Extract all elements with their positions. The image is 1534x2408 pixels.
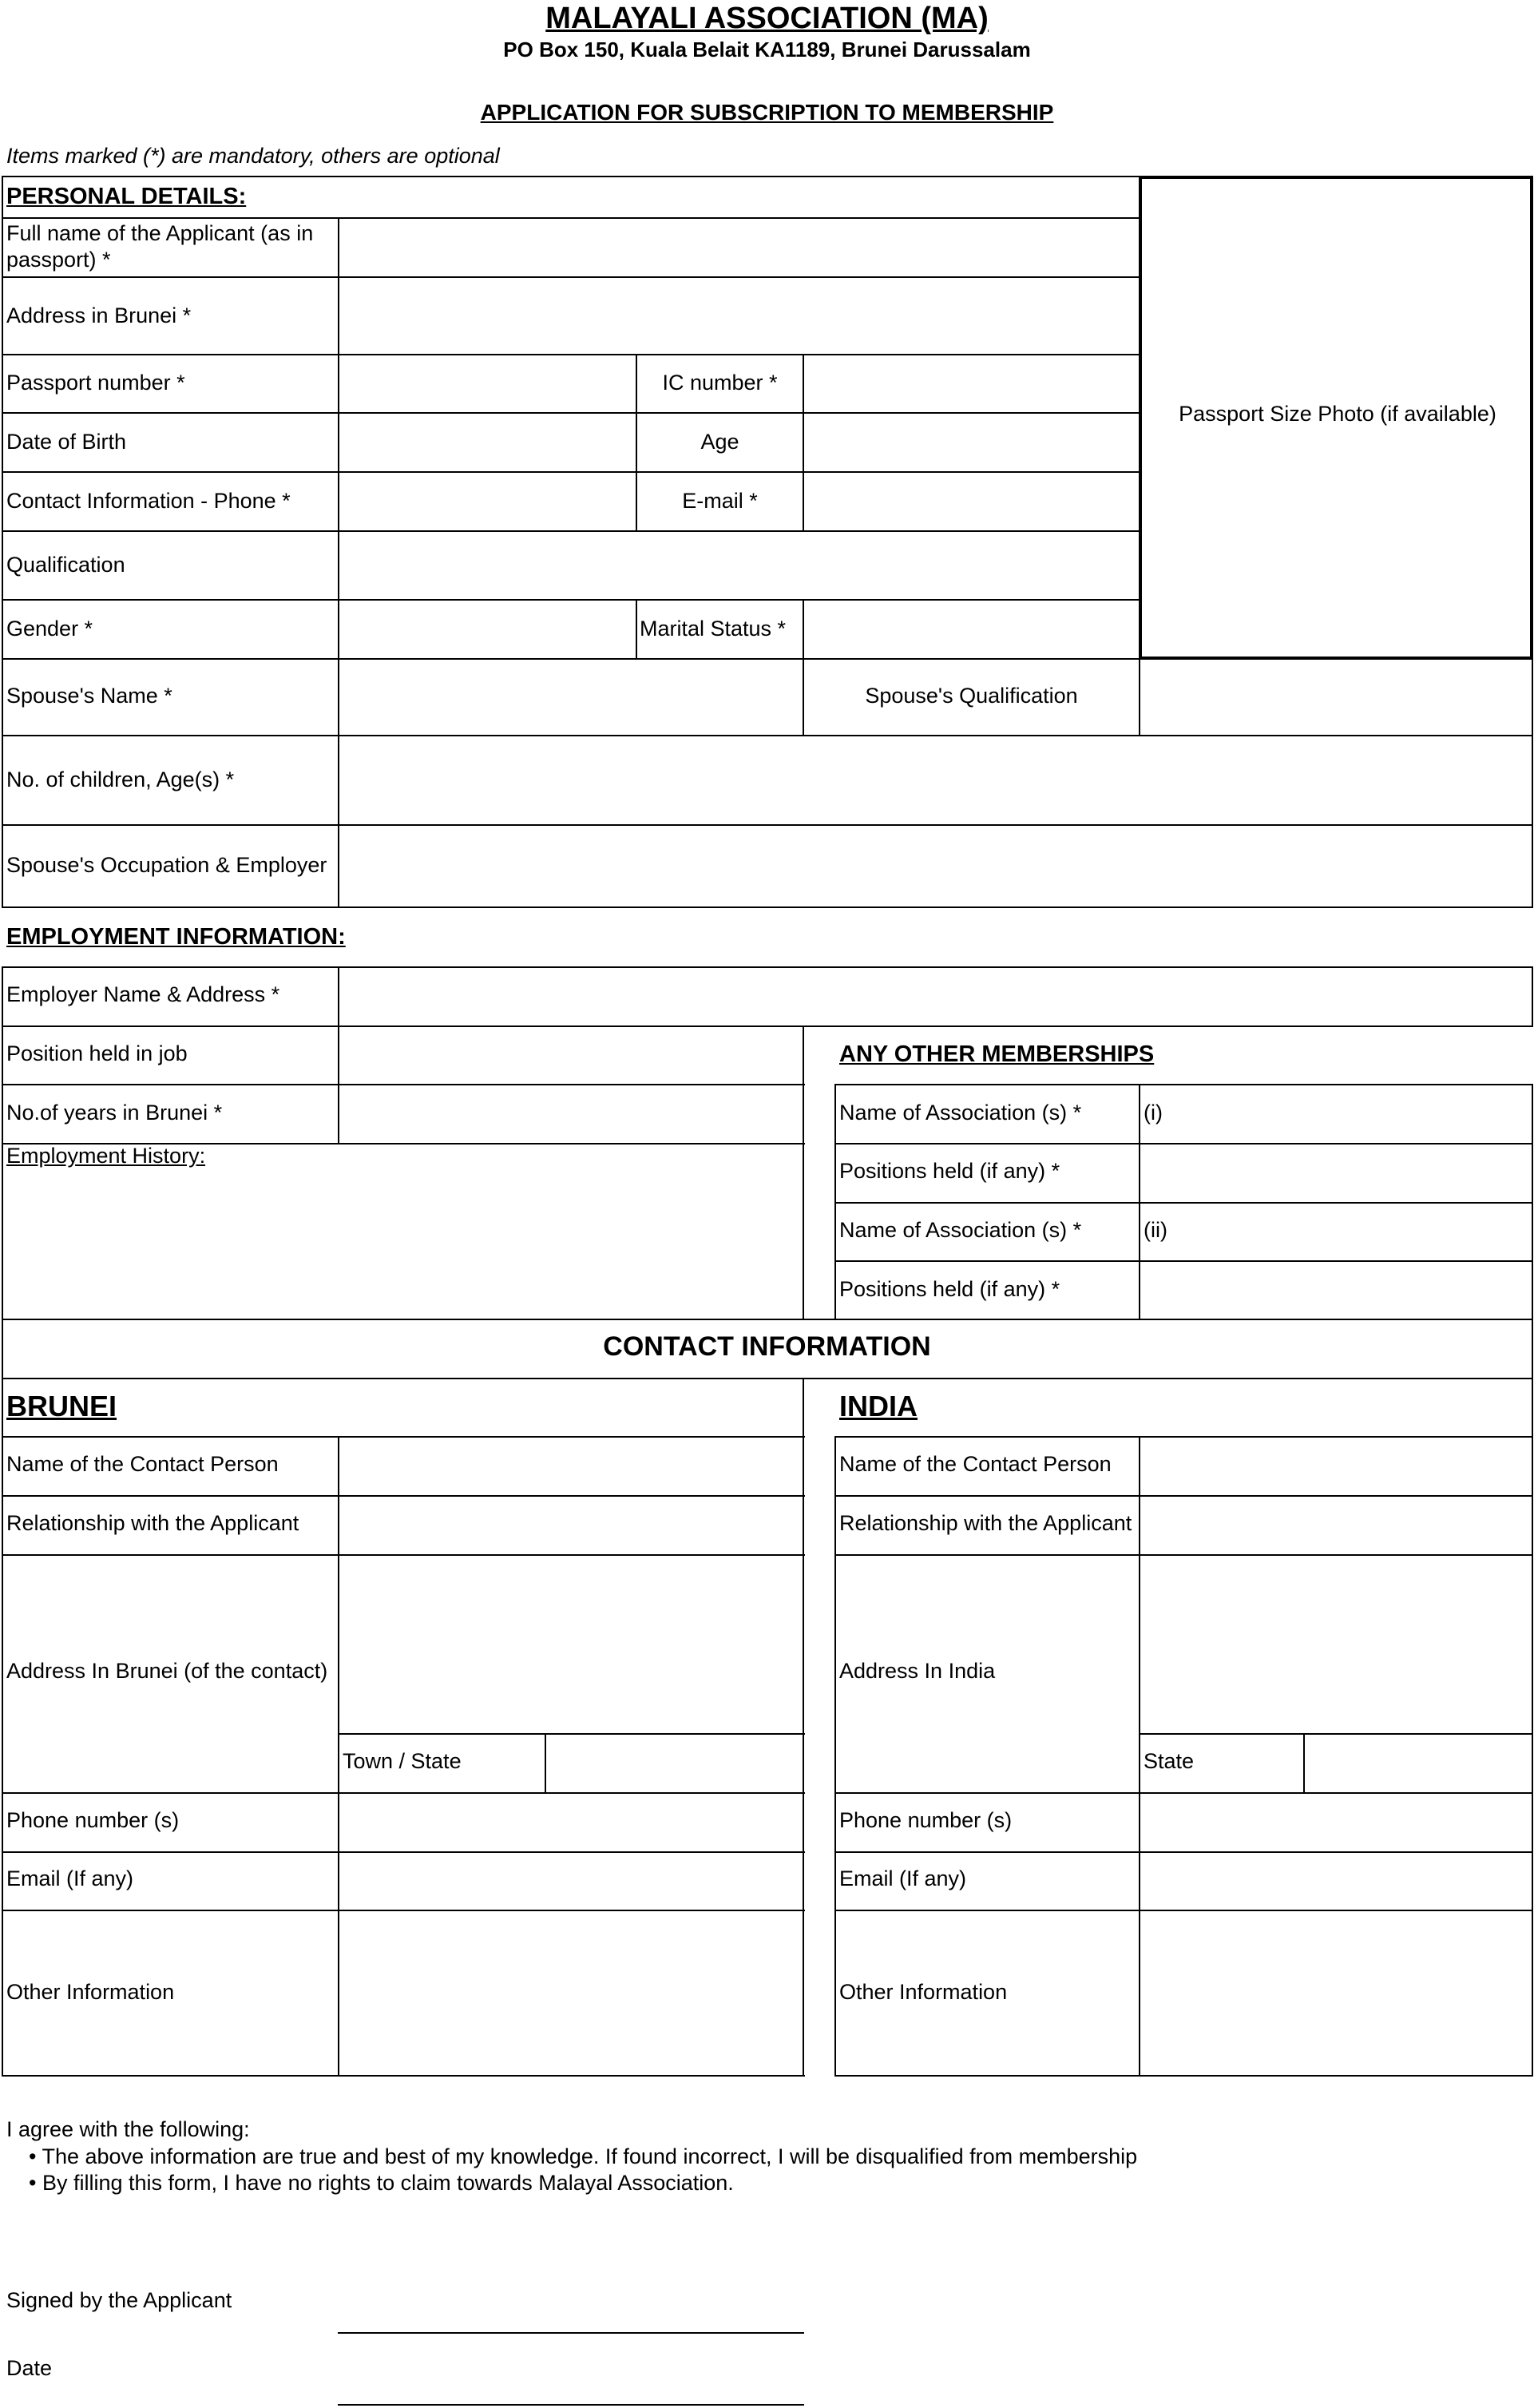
gender-field[interactable]: [339, 601, 634, 657]
years-field[interactable]: [339, 1085, 801, 1141]
positions-1-label: Positions held (if any) *: [839, 1159, 1060, 1183]
passport-number-field[interactable]: [339, 355, 634, 411]
email-label: E-mail *: [682, 489, 758, 513]
association-2-value: (ii): [1144, 1218, 1167, 1242]
india-other-label: Other Information: [839, 1980, 1008, 2004]
position-label: Position held in job: [6, 1041, 188, 1065]
india-contact-name-field[interactable]: [1140, 1438, 1530, 1494]
positions-2-label: Positions held (if any) *: [839, 1277, 1060, 1301]
association-2-field[interactable]: [1140, 1204, 1530, 1259]
brunei-email-field[interactable]: [339, 1853, 801, 1908]
qualification-field[interactable]: [339, 532, 1138, 597]
signed-by-label: Signed by the Applicant: [6, 2288, 232, 2312]
marital-status-label: Marital Status *: [640, 617, 787, 641]
brunei-heading: BRUNEI: [6, 1390, 117, 1422]
date-line: [338, 2404, 804, 2406]
india-relationship-label: Relationship with the Applicant: [839, 1511, 1132, 1535]
employment-history-field[interactable]: [3, 1171, 801, 1317]
position-field[interactable]: [339, 1027, 801, 1082]
brunei-email-label: Email (If any): [6, 1866, 134, 1890]
age-field[interactable]: [804, 414, 1137, 470]
agreement-intro: I agree with the following:: [6, 2117, 250, 2141]
brunei-town-label: Town / State: [343, 1749, 462, 1773]
ic-number-label: IC number *: [662, 371, 778, 395]
association-1-value: (i): [1144, 1101, 1163, 1125]
full-name-field[interactable]: [339, 219, 1138, 275]
india-contact-name-label: Name of the Contact Person: [839, 1452, 1112, 1476]
india-address-field[interactable]: [1140, 1556, 1530, 1732]
org-title: MALAYALI ASSOCIATION (MA): [545, 2, 989, 35]
spouse-occupation-label: Spouse's Occupation & Employer: [6, 853, 327, 877]
dob-field[interactable]: [339, 414, 634, 470]
india-heading: INDIA: [839, 1390, 918, 1422]
ic-number-field[interactable]: [804, 355, 1137, 411]
address-label: Address in Brunei *: [6, 303, 192, 327]
full-name-label-cont: passport) *: [6, 248, 111, 272]
brunei-relationship-label: Relationship with the Applicant: [6, 1511, 299, 1535]
india-state-label: State: [1144, 1749, 1195, 1773]
email-field[interactable]: [804, 473, 1137, 529]
india-phone-label: Phone number (s): [839, 1808, 1013, 1832]
children-field[interactable]: [339, 736, 1530, 823]
gender-label: Gender *: [6, 617, 93, 641]
association-1-label: Name of Association (s) *: [839, 1101, 1082, 1125]
marital-status-field[interactable]: [804, 601, 1137, 657]
india-address-label: Address In India: [839, 1659, 996, 1683]
age-label: Age: [700, 430, 739, 454]
india-phone-field[interactable]: [1140, 1794, 1530, 1850]
date-label: Date: [6, 2356, 53, 2380]
brunei-contact-name-field[interactable]: [339, 1438, 801, 1494]
association-2-label: Name of Association (s) *: [839, 1218, 1082, 1242]
india-email-label: Email (If any): [839, 1866, 967, 1890]
dob-label: Date of Birth: [6, 430, 127, 454]
spouse-name-field[interactable]: [339, 660, 801, 733]
address-field[interactable]: [339, 278, 1138, 352]
brunei-other-label: Other Information: [6, 1980, 175, 2004]
full-name-label: Full name of the Applicant (as in: [6, 221, 314, 245]
employer-field[interactable]: [339, 968, 1530, 1024]
org-address: PO Box 150, Kuala Belait KA1189, Brunei Darussalam: [503, 38, 1031, 61]
brunei-phone-label: Phone number (s): [6, 1808, 180, 1832]
agreement-item: • The above information are true and best of my knowledge. If found incorrect, I will be disqualified from membership: [29, 2144, 1138, 2168]
brunei-town-field[interactable]: [546, 1735, 801, 1791]
employment-heading: EMPLOYMENT INFORMATION:: [6, 924, 346, 950]
brunei-phone-field[interactable]: [339, 1794, 801, 1850]
passport-photo-label: Passport Size Photo (if available): [1179, 402, 1496, 426]
spouse-qualification-label: Spouse's Qualification: [865, 684, 1078, 708]
india-relationship-field[interactable]: [1140, 1497, 1530, 1553]
passport-number-label: Passport number *: [6, 371, 185, 395]
spouse-occupation-field[interactable]: [339, 826, 1530, 905]
qualification-label: Qualification: [6, 553, 125, 577]
brunei-address-field[interactable]: [339, 1556, 801, 1732]
contact-heading: CONTACT INFORMATION: [603, 1331, 931, 1362]
memberships-heading: ANY OTHER MEMBERSHIPS: [839, 1041, 1155, 1067]
agreement-item: • By filling this form, I have no rights to claim towards Malayal Association.: [29, 2171, 734, 2195]
children-label: No. of children, Age(s) *: [6, 768, 235, 791]
years-label: No.of years in Brunei *: [6, 1101, 223, 1125]
employment-history-label: Employment History:: [6, 1144, 206, 1168]
india-state-field[interactable]: [1305, 1735, 1530, 1791]
association-1-field[interactable]: [1140, 1085, 1530, 1141]
india-email-field[interactable]: [1140, 1853, 1530, 1908]
phone-label: Contact Information - Phone *: [6, 489, 291, 513]
india-other-field[interactable]: [1140, 1911, 1530, 2073]
brunei-other-field[interactable]: [339, 1911, 801, 2073]
brunei-contact-name-label: Name of the Contact Person: [6, 1452, 279, 1476]
phone-field[interactable]: [339, 473, 634, 529]
form-title: APPLICATION FOR SUBSCRIPTION TO MEMBERSHIP: [480, 100, 1054, 125]
mandatory-note: Items marked (*) are mandatory, others are optional: [6, 144, 500, 168]
positions-2-field[interactable]: [1140, 1262, 1530, 1317]
employer-label: Employer Name & Address *: [6, 982, 280, 1006]
date-field[interactable]: [339, 2348, 803, 2404]
personal-details-heading: PERSONAL DETAILS:: [6, 184, 247, 209]
brunei-address-label: Address In Brunei (of the contact): [6, 1659, 328, 1683]
brunei-relationship-field[interactable]: [339, 1497, 801, 1553]
spouse-qualification-field[interactable]: [1140, 660, 1530, 733]
signature-field[interactable]: [339, 2276, 803, 2332]
signature-line: [338, 2332, 804, 2334]
positions-1-field[interactable]: [1140, 1144, 1530, 1200]
spouse-name-label: Spouse's Name *: [6, 684, 172, 708]
